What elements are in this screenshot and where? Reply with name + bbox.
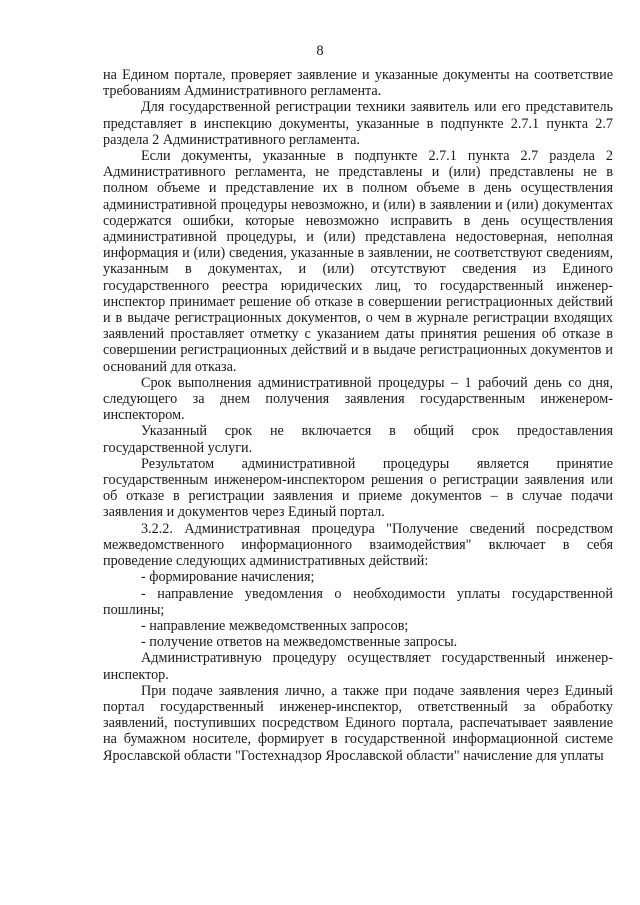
paragraph-procedure-term: Срок выполнения административной процедуры – 1 рабочий день со дня, следующего за днем получения заявления государственным инженером-инспектором.	[103, 374, 613, 424]
paragraph-application-processing: При подаче заявления лично, а также при подаче заявления через Единый портал государственный инженер-инспектор, ответственный за обработку заявлений, поступивших посредством Единого портала, распечатывает заявление на бумажном носителе, формирует в государственной информационной системе Ярославской области "Гостехнадзор Ярославской области" начисление для уплаты	[103, 682, 613, 764]
list-item-interagency-responses: - получение ответов на межведомственные запросы.	[141, 634, 458, 651]
paragraph-refusal-conditions: Если документы, указанные в подпункте 2.7.1 пункта 2.7 раздела 2 Административного регламента, не представлены и (или) представлены не в полном объеме и представление их в полном объеме в день осуществления административной процедуры невозможно, и (или) в заявлении и (или) документах содержатся ошибки, которые невозможно исправить в день осуществления административной процедуры, и (или) представлена недостоверная, неполная информация и (или) сведения, указанные в заявлении, не соответствуют сведениям, указанным в документах, и (или) отсутствуют сведения из Единого государственного реестра юридических лиц, то государственный инженер-инспектор принимает решение об отказе в совершении регистрационных действий и в выдаче регистрационных документов, о чем в журнале регистрации входящих заявлений проставляет отметку с указанием даты принятия решения об отказе в совершении регистрационных действий и в выдаче регистрационных документов и оснований для отказа.	[103, 148, 613, 375]
page-number: 8	[316, 43, 324, 59]
list-item-charge-formation: - формирование начисления;	[141, 569, 315, 586]
paragraph-section-3-2-2: 3.2.2. Административная процедура "Получение сведений посредством межведомственного информационного взаимодействия" включает в себя проведение следующих административных действий:	[103, 520, 613, 570]
paragraph-procedure-result: Результатом административной процедуры является принятие государственным инженером-инспектором решения о регистрации заявления или об отказе в регистрации заявления и приеме документов – в случае подачи заявления и документов через Единый портал.	[103, 455, 613, 521]
list-item-interagency-requests: - направление межведомственных запросов;	[141, 617, 409, 634]
paragraph-review-documents: на Едином портале, проверяет заявление и указанные документы на соответствие требованиям Административного регламента.	[103, 67, 613, 100]
document-body	[103, 67, 613, 764]
list-item-fee-notification: - направление уведомления о необходимости уплаты государственной пошлины;	[103, 585, 613, 618]
paragraph-term-exclusion: Указанный срок не включается в общий срок предоставления государственной услуги.	[103, 423, 613, 456]
paragraph-procedure-executor: Административную процедуру осуществляет государственный инженер-инспектор.	[103, 650, 613, 683]
paragraph-registration-documents: Для государственной регистрации техники заявитель или его представитель представляет в инспекцию документы, указанные в подпункте 2.7.1 пункта 2.7 раздела 2 Административного регламента.	[103, 99, 613, 148]
